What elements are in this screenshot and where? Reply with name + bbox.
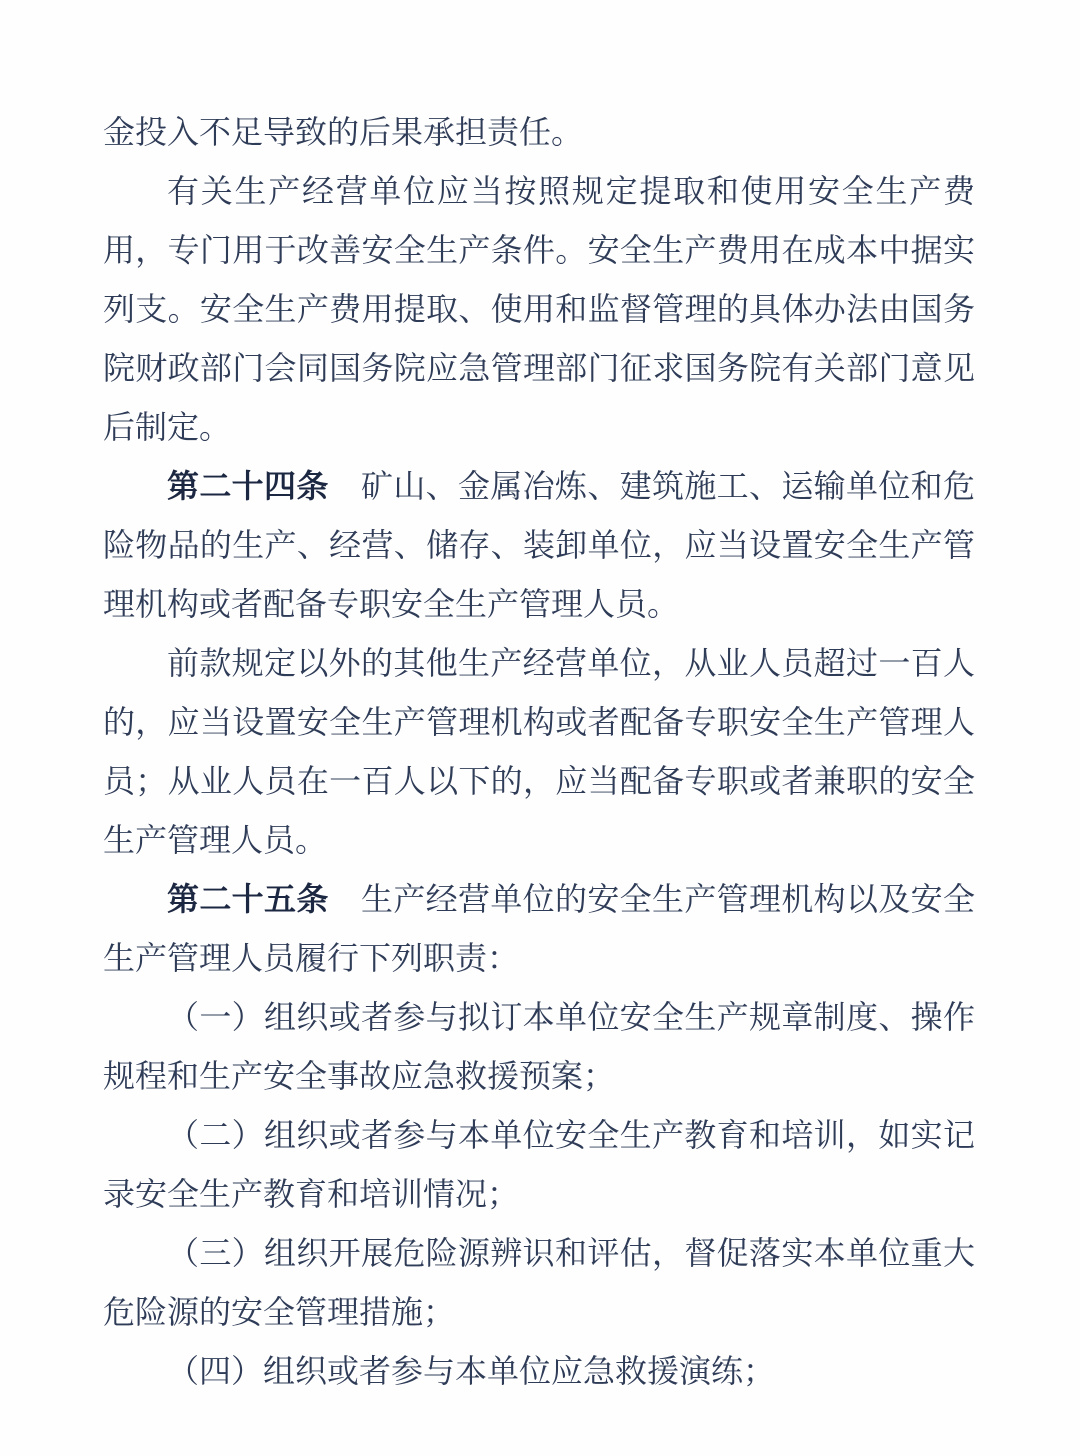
paragraph-text: （四）组织或者参与本单位应急救援演练； [167,1353,776,1389]
law-text-block [103,103,975,1401]
paragraph-text: 前款规定以外的其他生产经营单位，从业人员超过一百人的，应当设置安全生产管理机构或者配备专职安全生产管理人员；从业人员在一百人以下的，应当配备专职或者兼职的安全生产管理人员。 [103,645,975,858]
paragraph-text: 金投入不足导致的后果承担责任。 [103,114,584,150]
paragraph-duty-item-3 [103,1224,975,1342]
paragraph-text: （一）组织或者参与拟订本单位安全生产规章制度、操作规程和生产安全事故应急救援预案； [103,999,975,1094]
paragraph-text: 有关生产经营单位应当按照规定提取和使用安全生产费用，专门用于改善安全生产条件。安全生产费用在成本中据实列支。安全生产费用提取、使用和监督管理的具体办法由国务院财政部门会同国务院应急管理部门征求国务院有关部门意见后制定。 [103,173,975,445]
paragraph-text: （三）组织开展危险源辨识和评估，督促落实本单位重大危险源的安全管理措施； [103,1235,975,1330]
article-24-number: 第二十四条 [167,467,329,505]
paragraph-article-24-clause-2 [103,634,975,870]
article-25-number: 第二十五条 [167,880,329,918]
paragraph-text: 生产经营单位的安全生产管理机构以及安全生产管理人员履行下列职责： [103,881,975,976]
paragraph-continuation [103,103,975,162]
paragraph-duty-item-1 [103,988,975,1106]
paragraph-duty-item-2 [103,1106,975,1224]
paragraph-text: 矿山、金属冶炼、建筑施工、运输单位和危险物品的生产、经营、储存、装卸单位，应当设置安全生产管理机构或者配备专职安全生产管理人员。 [103,468,975,622]
paragraph-safety-fees [103,162,975,457]
paragraph-text: （二）组织或者参与本单位安全生产教育和培训，如实记录安全生产教育和培训情况； [103,1117,975,1212]
paragraph-article-24 [103,457,975,634]
paragraph-duty-item-4 [103,1342,975,1401]
paragraph-article-25 [103,870,975,988]
